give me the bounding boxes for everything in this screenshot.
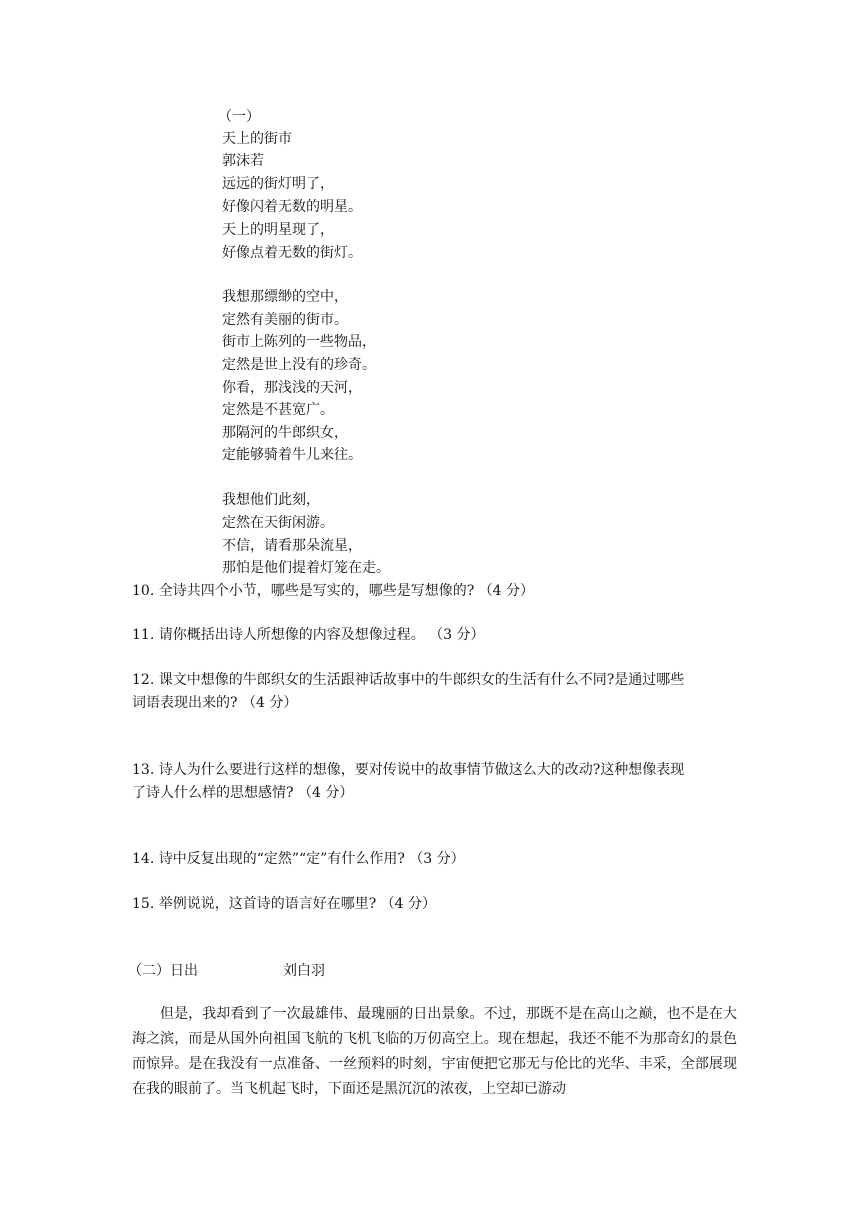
passage-paragraph: 但是，我却看到了一次最雄伟、最瑰丽的日出景象。不过，那既不是在高山之巅，也不是在大海之滨，而是从国外向祖国飞航的飞机飞临的万仞高空上。现在想起，我还不能不为那奇幻的景色而惊异。是在我没有一点准备、一丝预料的时刻，宇宙便把它那无与伦比的光华、丰采，全部展现在我的眼前了。当飞机起飞时，下面还是黑沉沉的浓夜，上空却已游动: [132, 1006, 737, 1097]
poem-line: 你看，那浅浅的天河，: [222, 380, 362, 396]
poem-line: 定然有美丽的街市。: [222, 312, 348, 328]
poem-line: 那怕是他们提着灯笼在走。: [222, 560, 390, 576]
section-2-title: （二）日出: [128, 963, 198, 979]
poem-line: 我想那缥缈的空中，: [222, 289, 348, 305]
question-13-line-1: 13. 诗人为什么要进行这样的想像，要对传说中的故事情节做这么大的改动?这种想像表现: [132, 762, 685, 778]
poem-line: 好像点着无数的街灯。: [222, 245, 362, 261]
poem-line: 定然是不甚宽广。: [222, 402, 334, 418]
question-13-line-2: 了诗人什么样的思想感情? （4 分）: [132, 785, 354, 801]
poem-line: 好像闪着无数的明星。: [222, 199, 362, 215]
poem-line: 定然是世上没有的珍奇。: [222, 357, 376, 373]
question-12-line-1: 12. 课文中想像的牛郎织女的生活跟神话故事中的牛郎织女的生活有什么不同?是通过哪些: [132, 672, 685, 688]
poem-line: 天上的明星现了，: [222, 222, 334, 238]
poem-author: 郭沫若: [222, 153, 264, 169]
section-label: （一）: [218, 109, 260, 125]
question-10: 10. 全诗共四个小节，哪些是写实的，哪些是写想像的? （4 分）: [132, 583, 535, 599]
question-15: 15. 举例说说，这首诗的语言好在哪里? （4 分）: [132, 896, 437, 912]
poem-line: 定能够骑着牛儿来往。: [222, 447, 362, 463]
poem-line: 定然在天街闲游。: [222, 515, 334, 531]
poem-line: 远远的街灯明了，: [222, 176, 334, 192]
poem-line: 不信，请看那朵流星，: [222, 538, 362, 554]
question-11: 11. 请你概括出诗人所想像的内容及想像过程。 （3 分）: [132, 627, 485, 643]
poem-line: 街市上陈列的一些物品，: [222, 334, 376, 350]
poem-title: 天上的街市: [222, 131, 292, 147]
poem-line: 我想他们此刻，: [222, 492, 320, 508]
question-14: 14. 诗中反复出现的“定然”“定”有什么作用? （3 分）: [132, 851, 465, 867]
poem-line: 那隔河的牛郎织女，: [222, 425, 348, 441]
question-12-line-2: 词语表现出来的? （4 分）: [132, 695, 298, 711]
section-2-author: 刘白羽: [283, 963, 325, 979]
